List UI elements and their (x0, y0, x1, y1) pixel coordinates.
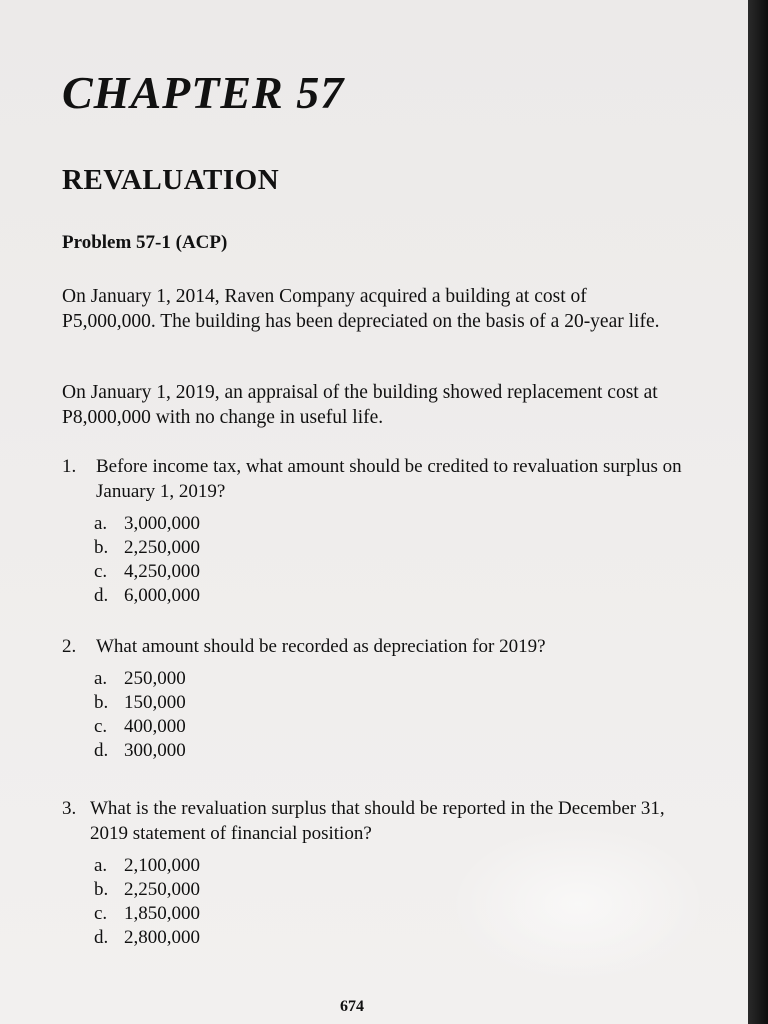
option-item (94, 691, 692, 715)
option-item (94, 926, 692, 950)
question-1 (62, 454, 692, 608)
option-value: 3,000,000 (124, 513, 200, 534)
option-item (94, 739, 692, 763)
question-2 (62, 634, 692, 763)
option-value: 300,000 (124, 740, 186, 761)
chapter-title: CHAPTER 57 (62, 67, 345, 118)
option-item (94, 878, 692, 902)
question-number: 3. (62, 798, 77, 819)
option-letter: d. (94, 740, 109, 761)
question-stem (62, 796, 692, 846)
question-text: Before income tax, what amount should be credited to revaluation surplus on January 1, 2019? (96, 456, 682, 502)
question-text: What amount should be recorded as depreciation for 2019? (96, 636, 546, 657)
option-letter: c. (94, 903, 108, 924)
option-value: 2,100,000 (124, 855, 200, 876)
option-item (94, 902, 692, 926)
option-value: 2,250,000 (124, 879, 200, 900)
question-text: What is the revaluation surplus that should be reported in the December 31, 2019 statement of financial position? (90, 798, 665, 844)
option-item (94, 536, 692, 560)
option-item (94, 667, 692, 691)
option-letter: d. (94, 585, 109, 606)
option-value: 2,250,000 (124, 537, 200, 558)
question-stem (62, 634, 692, 659)
question-3 (62, 796, 692, 950)
option-letter: b. (94, 692, 109, 713)
option-item (94, 560, 692, 584)
book-binding-edge (748, 0, 768, 1024)
section-title: REVALUATION (62, 164, 280, 196)
option-value: 150,000 (124, 692, 186, 713)
option-item (94, 512, 692, 536)
problem-heading: Problem 57-1 (ACP) (62, 232, 228, 253)
option-list (94, 512, 692, 608)
option-letter: c. (94, 561, 108, 582)
question-stem (62, 454, 692, 504)
page-number: 674 (340, 998, 364, 1015)
option-letter: a. (94, 513, 108, 534)
problem-paragraph-1: On January 1, 2014, Raven Company acquired a building at cost of P5,000,000. The building has been depreciated on the basis of a 20-year life. (62, 286, 660, 332)
option-value: 250,000 (124, 668, 186, 689)
option-list (94, 667, 692, 763)
option-value: 2,800,000 (124, 927, 200, 948)
option-letter: a. (94, 668, 108, 689)
option-letter: c. (94, 716, 108, 737)
option-letter: b. (94, 879, 109, 900)
question-number: 1. (62, 456, 77, 477)
option-value: 6,000,000 (124, 585, 200, 606)
option-list (94, 854, 692, 950)
option-item (94, 584, 692, 608)
option-item (94, 854, 692, 878)
option-letter: b. (94, 537, 109, 558)
option-letter: d. (94, 927, 109, 948)
question-number: 2. (62, 636, 77, 657)
option-value: 4,250,000 (124, 561, 200, 582)
problem-paragraph-2: On January 1, 2019, an appraisal of the building showed replacement cost at P8,000,000 with no change in useful life. (62, 382, 658, 428)
option-item (94, 715, 692, 739)
option-letter: a. (94, 855, 108, 876)
option-value: 400,000 (124, 716, 186, 737)
option-value: 1,850,000 (124, 903, 200, 924)
